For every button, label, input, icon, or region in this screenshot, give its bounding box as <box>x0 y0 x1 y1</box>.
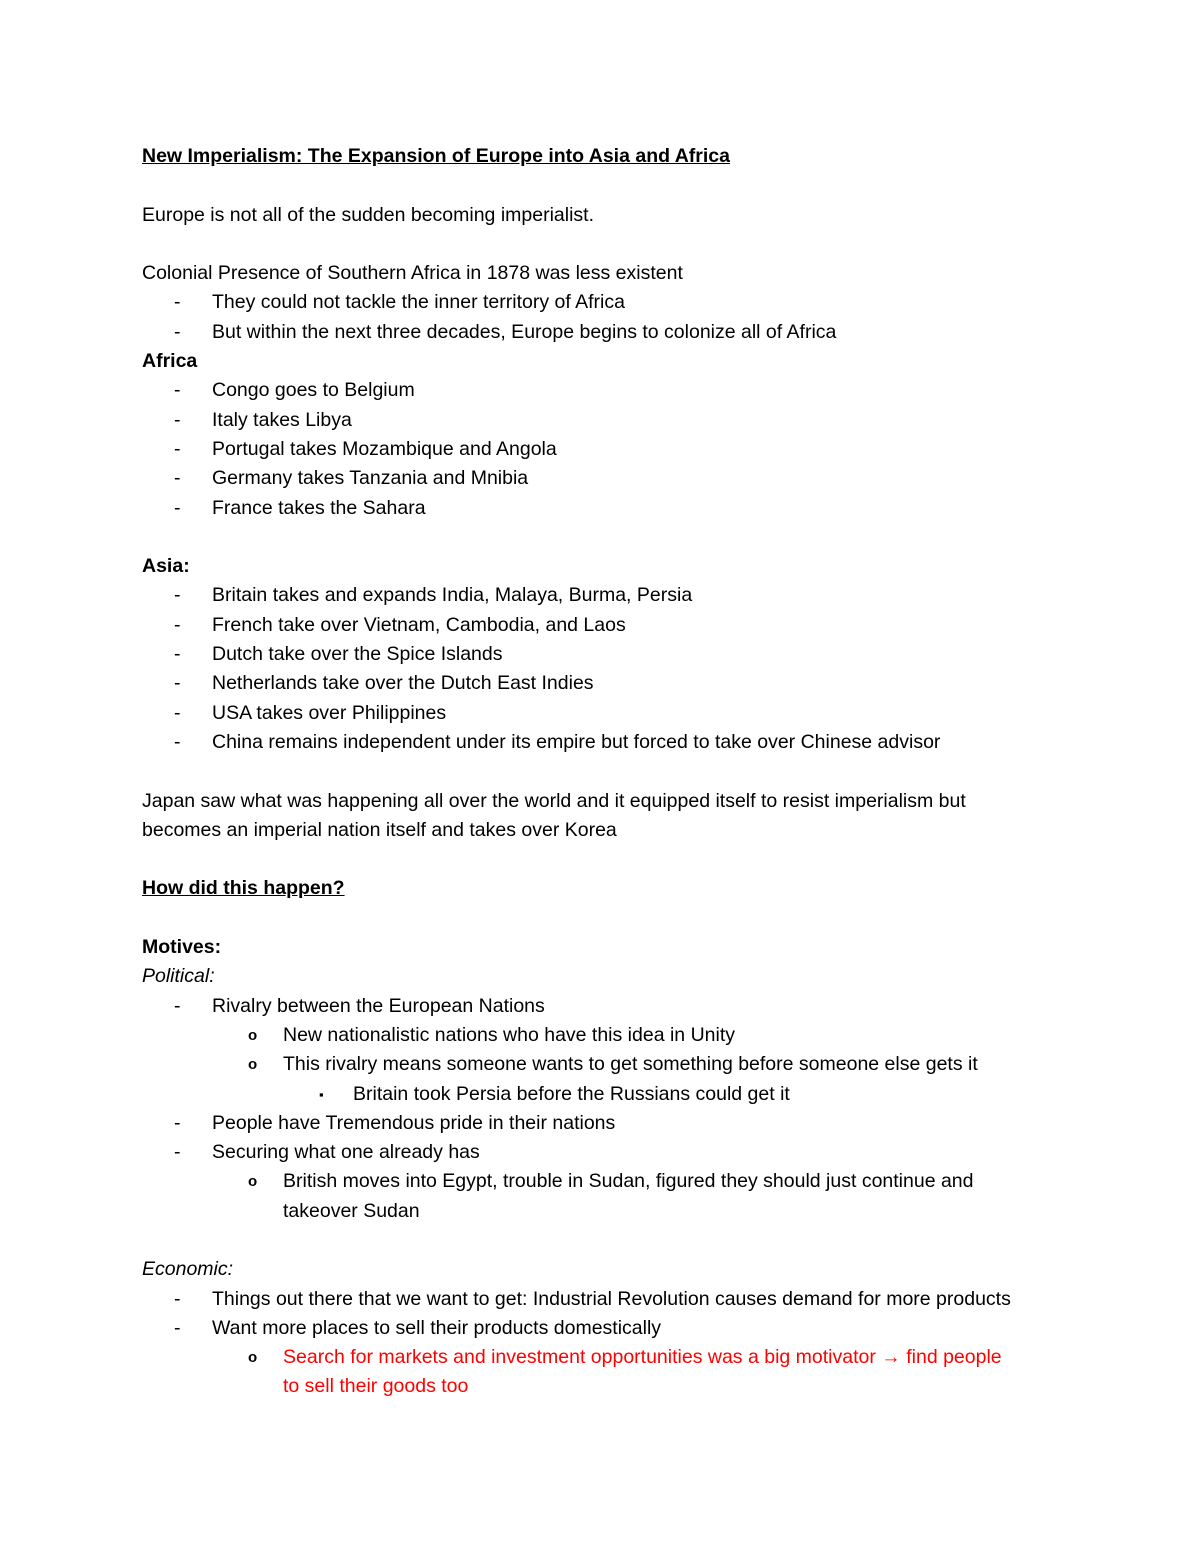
circle-bullet: o <box>248 1349 258 1367</box>
list-item <box>142 992 1072 1021</box>
list-item <box>142 464 1072 493</box>
colonial-presence-text: Colonial Presence of Southern Africa in 1878 was less existent <box>142 262 683 285</box>
list-item <box>142 1050 1072 1079</box>
list-item-text: French take over Vietnam, Cambodia, and Laos <box>212 613 626 636</box>
list-item <box>142 581 1072 610</box>
spacer <box>142 523 1072 552</box>
document-title: New Imperialism: The Expansion of Europe into Asia and Africa <box>142 145 730 167</box>
document-body <box>142 142 1072 1402</box>
spacer <box>142 757 1072 786</box>
list-item-text: Rivalry between the European Nations <box>212 994 545 1017</box>
dash-bullet: - <box>174 672 181 695</box>
list-item-text: They could not tackle the inner territory of Africa <box>212 291 625 314</box>
list-item-text: Britain took Persia before the Russians could get it <box>353 1082 790 1105</box>
dash-bullet: - <box>174 994 181 1017</box>
rivalry-sublist <box>142 1021 1072 1080</box>
circle-bullet: o <box>248 1026 258 1044</box>
spacer <box>142 1226 1072 1255</box>
list-item <box>142 699 1072 728</box>
list-item-text: Dutch take over the Spice Islands <box>212 643 503 666</box>
list-item <box>142 728 1072 757</box>
list-item-text: Securing what one already has <box>212 1141 480 1164</box>
economic-list <box>142 1285 1072 1344</box>
list-item-text: But within the next three decades, Europe begins to colonize all of Africa <box>212 320 837 343</box>
list-item-text: USA takes over Philippines <box>212 701 447 724</box>
arrow-right-icon: → <box>881 1346 901 1369</box>
dash-bullet: - <box>174 467 181 490</box>
dash-bullet: - <box>174 613 181 636</box>
spacer <box>142 171 1072 200</box>
securing-sublist <box>142 1167 1072 1226</box>
japan-text-line-2: becomes an imperial nation itself and takes over Korea <box>142 818 617 841</box>
dash-bullet: - <box>174 584 181 607</box>
intro-text: Europe is not all of the sudden becoming imperialist. <box>142 203 595 226</box>
spacer <box>142 230 1072 259</box>
circle-bullet: o <box>248 1173 258 1191</box>
list-item-text: Italy takes Libya <box>212 408 352 431</box>
economic-sublist <box>142 1343 1072 1402</box>
dash-bullet: - <box>174 730 181 753</box>
list-item <box>142 1167 1013 1226</box>
list-item-text: Netherlands take over the Dutch East Indies <box>212 672 594 695</box>
list-item <box>142 669 1072 698</box>
dash-bullet: - <box>174 643 181 666</box>
dash-bullet: - <box>174 701 181 724</box>
circle-bullet: o <box>248 1056 258 1074</box>
list-item-text: British moves into Egypt, trouble in Sudan, figured they should just continue and takeover Sudan <box>283 1170 974 1222</box>
political-label: Political: <box>142 965 215 988</box>
square-bullet: ▪ <box>319 1086 324 1102</box>
dash-bullet: - <box>174 1287 181 1310</box>
japan-text-line-1: Japan saw what was happening all over the world and it equipped itself to resist imperialism but <box>142 789 966 812</box>
list-item <box>142 1314 1072 1343</box>
dash-bullet: - <box>174 291 181 314</box>
colonial-presence-list <box>142 288 1072 347</box>
list-item-text: Things out there that we want to get: Industrial Revolution causes demand for more products <box>212 1287 1011 1310</box>
list-item <box>142 288 1072 317</box>
list-item <box>142 1285 1032 1314</box>
list-item-text: Congo goes to Belgium <box>212 379 415 402</box>
list-item <box>142 435 1072 464</box>
list-item <box>142 406 1072 435</box>
dash-bullet: - <box>174 1111 181 1134</box>
economic-label: Economic: <box>142 1258 234 1281</box>
asia-list <box>142 581 1072 757</box>
list-item <box>142 1021 1072 1050</box>
list-item-text: France takes the Sahara <box>212 496 426 519</box>
list-item <box>142 1138 1072 1167</box>
africa-heading: Africa <box>142 350 198 373</box>
list-item <box>142 1080 1072 1109</box>
list-item-text: Britain takes and expands India, Malaya, Burma, Persia <box>212 584 693 607</box>
dash-bullet: - <box>174 379 181 402</box>
dash-bullet: - <box>174 1141 181 1164</box>
highlight-text: Search for markets and investment opportunities was a big motivator <box>283 1346 876 1369</box>
list-item-text: This rivalry means someone wants to get something before someone else gets it <box>283 1053 978 1076</box>
dash-bullet: - <box>174 408 181 431</box>
list-item-text: People have Tremendous pride in their nations <box>212 1111 616 1134</box>
list-item <box>142 1109 1072 1138</box>
list-item <box>142 318 1072 347</box>
list-item-text: China remains independent under its empire but forced to take over Chinese advisor <box>212 730 941 753</box>
list-item-text: Germany takes Tanzania and Mnibia <box>212 467 529 490</box>
dash-bullet: - <box>174 1316 181 1339</box>
list-item-text: Portugal takes Mozambique and Angola <box>212 437 557 460</box>
list-item <box>142 494 1072 523</box>
dash-bullet: - <box>174 496 181 519</box>
list-item-text: Want more places to sell their products domestically <box>212 1316 662 1339</box>
list-item <box>142 1343 1023 1402</box>
list-item <box>142 640 1072 669</box>
spacer <box>142 845 1072 874</box>
political-list-continued <box>142 1109 1072 1168</box>
how-heading: How did this happen? <box>142 877 345 900</box>
motives-heading: Motives: <box>142 936 222 959</box>
dash-bullet: - <box>174 320 181 343</box>
highlight-text: find people to sell their goods too <box>283 1346 1002 1398</box>
rivalry-subsublist <box>142 1080 1072 1109</box>
list-item-text: New nationalistic nations who have this idea in Unity <box>283 1023 735 1046</box>
list-item <box>142 611 1072 640</box>
political-list <box>142 992 1072 1021</box>
africa-list <box>142 376 1072 522</box>
spacer <box>142 904 1072 933</box>
dash-bullet: - <box>174 437 181 460</box>
asia-heading: Asia: <box>142 555 190 578</box>
list-item <box>142 376 1072 405</box>
